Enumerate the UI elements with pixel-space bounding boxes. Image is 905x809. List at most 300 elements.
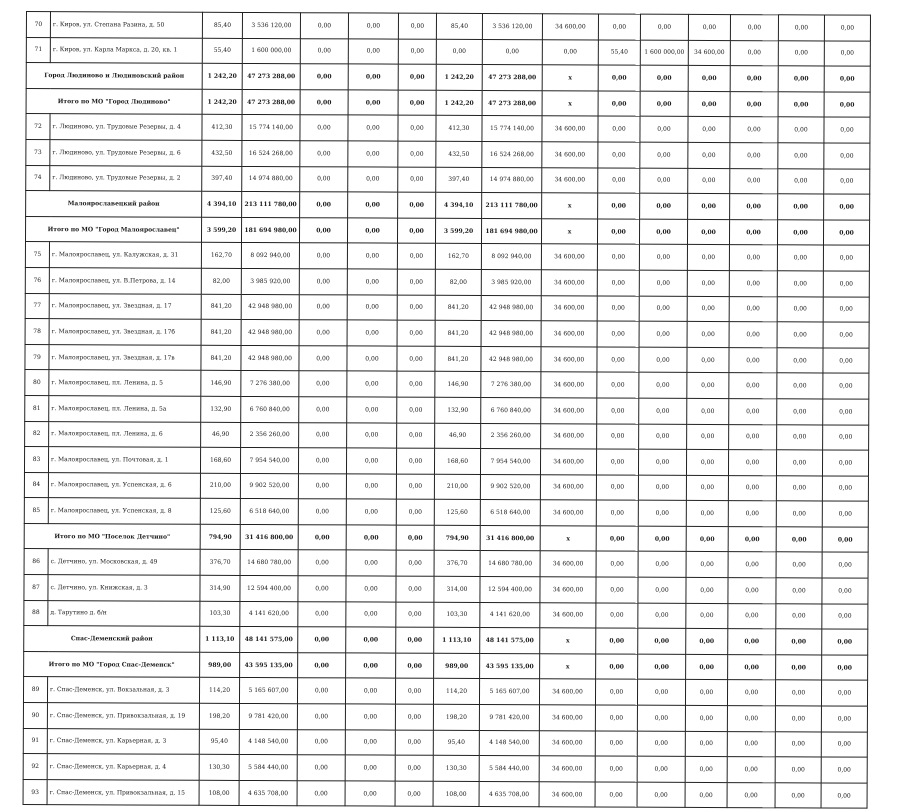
value-cell: 0,00 <box>728 475 776 501</box>
value-cell: 376,70 <box>200 550 240 576</box>
value-cell: 0,00 <box>638 654 686 680</box>
value-cell: 48 141 575,00 <box>240 627 298 653</box>
value-cell: 6 760 840,00 <box>481 397 541 423</box>
value-cell: 0,00 <box>597 398 639 424</box>
value-cell: 0,00 <box>300 89 348 115</box>
value-cell: 0,00 <box>776 603 822 629</box>
value-cell: 0,00 <box>688 168 730 194</box>
value-cell: 125,60 <box>200 499 240 525</box>
value-cell: 0,00 <box>729 219 777 245</box>
row-number-cell: 71 <box>26 37 50 63</box>
address-cell: г. Малоярославец, пл. Ленина, д. 6 <box>49 421 201 447</box>
value-cell: 0,00 <box>687 296 729 322</box>
value-cell: 0,00 <box>688 117 730 143</box>
total-row <box>26 191 870 220</box>
value-cell: 0,00 <box>728 526 776 552</box>
value-cell: 0,00 <box>778 194 824 220</box>
value-cell: 0,00 <box>595 756 637 782</box>
value-cell: x <box>541 219 597 245</box>
value-cell: 34 600,00 <box>541 244 597 270</box>
value-cell: 0,00 <box>347 218 397 244</box>
value-cell: 0,00 <box>639 296 687 322</box>
value-cell: 432,50 <box>436 141 482 167</box>
value-cell: 0,00 <box>686 475 728 501</box>
value-cell: 841,20 <box>201 345 241 371</box>
value-cell: 5 584 440,00 <box>479 756 539 782</box>
value-cell: 0,00 <box>598 142 640 168</box>
value-cell: 0,00 <box>300 38 348 64</box>
table-row <box>26 139 870 168</box>
value-cell: 0,00 <box>687 424 729 450</box>
value-cell: 0,00 <box>824 143 870 169</box>
table-row <box>25 319 869 348</box>
value-cell: 34 600,00 <box>540 551 596 577</box>
value-cell: 0,00 <box>823 399 869 425</box>
value-cell: 2 356 260,00 <box>481 423 541 449</box>
row-number-cell: 87 <box>24 575 48 601</box>
value-cell: 9 781 420,00 <box>479 705 539 731</box>
value-cell: 0,00 <box>595 731 637 757</box>
value-cell: 0,00 <box>298 601 346 627</box>
group-label-cell: Город Людиново и Людиновский район <box>26 63 202 89</box>
total-row <box>24 626 868 655</box>
value-cell: 0,00 <box>637 782 685 808</box>
value-cell: 15 774 140,00 <box>482 116 542 142</box>
value-cell: 0,00 <box>686 603 728 629</box>
value-cell: x <box>540 654 596 680</box>
value-cell: 43 595 135,00 <box>240 652 298 678</box>
value-cell: 0,00 <box>685 757 727 783</box>
value-cell: 397,40 <box>436 167 482 193</box>
value-cell: 0,00 <box>397 423 435 449</box>
value-cell: 0,00 <box>728 603 776 629</box>
value-cell: 0,00 <box>777 399 823 425</box>
value-cell: 0,00 <box>297 678 345 704</box>
value-cell: 14 680 780,00 <box>480 551 540 577</box>
value-cell: 841,20 <box>201 319 241 345</box>
value-cell: 0,00 <box>298 627 346 653</box>
value-cell: 0,00 <box>728 552 776 578</box>
value-cell: 0,00 <box>346 602 396 628</box>
value-cell: 0,00 <box>299 269 347 295</box>
value-cell: 0,00 <box>688 66 730 92</box>
value-cell: 1 113,10 <box>434 628 480 654</box>
value-cell: 16 524 268,00 <box>242 140 300 166</box>
value-cell: 0,00 <box>777 347 823 373</box>
table-row <box>23 728 867 757</box>
value-cell: 0,00 <box>824 92 870 118</box>
value-cell: 0,00 <box>398 90 436 116</box>
value-cell: 0,00 <box>347 346 397 372</box>
value-cell: 42 948 980,00 <box>481 321 541 347</box>
value-cell: 0,00 <box>595 782 637 808</box>
value-cell: 0,00 <box>824 117 870 143</box>
address-cell: д. Тарутино д. б/н <box>48 600 200 626</box>
value-cell: 6 760 840,00 <box>241 396 299 422</box>
value-cell: 0,00 <box>297 755 345 781</box>
table-row <box>23 703 867 732</box>
value-cell: 0,00 <box>298 576 346 602</box>
value-cell: 34 600,00 <box>540 474 596 500</box>
value-cell: 0,00 <box>775 680 821 706</box>
value-cell: 34 600,00 <box>541 423 597 449</box>
value-cell: 0,00 <box>348 192 398 218</box>
value-cell: 6 518 640,00 <box>480 500 540 526</box>
value-cell: 34 600,00 <box>541 295 597 321</box>
value-cell: 181 694 980,00 <box>481 218 541 244</box>
value-cell: 0,00 <box>398 167 436 193</box>
value-cell: 0,00 <box>729 322 777 348</box>
value-cell: 14 974 880,00 <box>482 167 542 193</box>
value-cell: 108,00 <box>433 781 479 807</box>
value-cell: 0,00 <box>823 297 869 323</box>
value-cell: 0,00 <box>687 270 729 296</box>
value-cell: 0,00 <box>300 141 348 167</box>
value-cell: 0,00 <box>596 475 638 501</box>
value-cell: 0,00 <box>542 39 598 65</box>
value-cell: 0,00 <box>298 550 346 576</box>
value-cell: 3 985 920,00 <box>241 268 299 294</box>
value-cell: 0,00 <box>686 552 728 578</box>
value-cell: 0,00 <box>348 115 398 141</box>
value-cell: 0,00 <box>396 448 434 474</box>
value-cell: 0,00 <box>777 245 823 271</box>
value-cell: 0,00 <box>687 245 729 271</box>
value-cell: 0,00 <box>824 15 870 41</box>
value-cell: 181 694 980,00 <box>241 217 299 243</box>
value-cell: 0,00 <box>396 551 434 577</box>
value-cell: x <box>542 193 598 219</box>
address-cell: с. Детчино, ул. Книжская, д. 3 <box>48 575 200 601</box>
value-cell: 9 902 520,00 <box>480 474 540 500</box>
table-row <box>24 498 868 527</box>
value-cell: 1 113,10 <box>200 627 240 653</box>
value-cell: 0,00 <box>398 13 436 39</box>
value-cell: 0,00 <box>299 320 347 346</box>
value-cell: 34 600,00 <box>539 679 595 705</box>
value-cell: 34 600,00 <box>539 730 595 756</box>
value-cell: 0,00 <box>823 245 869 271</box>
total-row <box>26 88 870 117</box>
value-cell: 0,00 <box>822 476 868 502</box>
value-cell: 0,00 <box>300 166 348 192</box>
value-cell: 14 974 880,00 <box>242 166 300 192</box>
value-cell: 0,00 <box>597 347 639 373</box>
address-cell: г. Малоярославец, ул. Успенская, д. 8 <box>48 498 200 524</box>
value-cell: 0,00 <box>597 219 639 245</box>
address-cell: г. Малоярославец, ул. Успенская, д. 6 <box>48 472 200 498</box>
value-cell: 42 948 980,00 <box>241 345 299 371</box>
value-cell: 0,00 <box>300 192 348 218</box>
value-cell: 114,20 <box>433 679 479 705</box>
value-cell: 0,00 <box>730 168 778 194</box>
value-cell: 0,00 <box>777 322 823 348</box>
row-number-cell: 88 <box>24 600 48 626</box>
value-cell: 9 781 420,00 <box>239 703 297 729</box>
value-cell: 12 594 400,00 <box>240 576 298 602</box>
value-cell: 0,00 <box>778 143 824 169</box>
value-cell: 0,00 <box>397 295 435 321</box>
table-row <box>24 600 868 629</box>
value-cell: 0,00 <box>596 500 638 526</box>
value-cell: 31 416 800,00 <box>480 525 540 551</box>
value-cell: 0,00 <box>597 372 639 398</box>
value-cell: 0,00 <box>640 193 688 219</box>
value-cell: 0,00 <box>298 499 346 525</box>
value-cell: 4 394,10 <box>202 191 242 217</box>
value-cell: 314,00 <box>434 576 480 602</box>
value-cell: 198,20 <box>433 704 479 730</box>
value-cell: 34 600,00 <box>541 321 597 347</box>
value-cell: 0,00 <box>299 345 347 371</box>
value-cell: 82,00 <box>201 268 241 294</box>
value-cell: 14 680 780,00 <box>240 550 298 576</box>
group-label-cell: Спас-Деменский район <box>24 626 200 652</box>
value-cell: 7 276 380,00 <box>481 372 541 398</box>
row-number-cell: 73 <box>26 139 50 165</box>
value-cell: 0,00 <box>823 271 869 297</box>
table-row <box>25 267 869 296</box>
row-number-cell: 93 <box>23 779 47 805</box>
value-cell: 34 600,00 <box>542 167 598 193</box>
value-cell: 0,00 <box>596 577 638 603</box>
value-cell: 0,00 <box>638 526 686 552</box>
value-cell: 0,00 <box>639 219 687 245</box>
value-cell: 34 600,00 <box>539 705 595 731</box>
address-cell: г. Малоярославец, ул. Звездная, д. 17 <box>49 293 201 319</box>
value-cell: 0,00 <box>397 397 435 423</box>
value-cell: 0,00 <box>640 91 688 117</box>
value-cell: 0,00 <box>348 90 398 116</box>
value-cell: 46,90 <box>201 422 241 448</box>
table-row <box>23 779 867 808</box>
value-cell: 0,00 <box>687 373 729 399</box>
value-cell: 0,00 <box>822 604 868 630</box>
value-cell: 0,00 <box>823 322 869 348</box>
value-cell: 1 600 000,00 <box>640 40 688 66</box>
value-cell: 4 148 540,00 <box>479 730 539 756</box>
value-cell: 0,00 <box>822 629 868 655</box>
value-cell: 0,00 <box>298 448 346 474</box>
value-cell: 0,00 <box>730 66 778 92</box>
value-cell: 0,00 <box>728 654 776 680</box>
value-cell: 0,00 <box>777 373 823 399</box>
value-cell: 0,00 <box>299 243 347 269</box>
value-cell: 0,00 <box>638 577 686 603</box>
value-cell: 0,00 <box>347 397 397 423</box>
value-cell: 0,00 <box>775 706 821 732</box>
address-cell: г. Спас-Деменск, ул. Вокзальная, д. 3 <box>47 677 199 703</box>
value-cell: 0,00 <box>688 194 730 220</box>
value-cell: 0,00 <box>776 578 822 604</box>
value-cell: 4 394,10 <box>436 192 482 218</box>
value-cell: 0,00 <box>821 757 867 783</box>
value-cell: 0,00 <box>639 372 687 398</box>
value-cell: 0,00 <box>638 603 686 629</box>
value-cell: 989,00 <box>200 652 240 678</box>
row-number-cell: 91 <box>23 728 47 754</box>
address-cell: г. Малоярославец, ул. Калужская, д. 31 <box>49 242 201 268</box>
row-number-cell: 75 <box>25 242 49 268</box>
address-cell: г. Киров, ул. Карла Маркса, д. 20, кв. 1 <box>50 37 202 63</box>
value-cell: 0,00 <box>395 704 433 730</box>
value-cell: 48 141 575,00 <box>480 628 540 654</box>
value-cell: 0,00 <box>775 757 821 783</box>
value-cell: 0,00 <box>596 449 638 475</box>
address-cell: г. Малоярославец, пл. Ленина, д. 5а <box>49 396 201 422</box>
value-cell: 95,40 <box>433 730 479 756</box>
value-cell: x <box>542 65 598 91</box>
value-cell: 103,30 <box>434 602 480 628</box>
value-cell: 7 954 540,00 <box>480 449 540 475</box>
value-cell: 0,00 <box>300 64 348 90</box>
value-cell: 0,00 <box>397 346 435 372</box>
value-cell: 0,00 <box>778 40 824 66</box>
table-row <box>25 421 869 450</box>
value-cell: 0,00 <box>775 731 821 757</box>
value-cell: 0,00 <box>824 169 870 195</box>
value-cell: 168,60 <box>434 448 480 474</box>
value-cell: 34 600,00 <box>540 500 596 526</box>
value-cell: 7 954 540,00 <box>240 448 298 474</box>
value-cell: 1 242,20 <box>436 64 482 90</box>
value-cell: 3 599,20 <box>201 217 241 243</box>
value-cell: 0,00 <box>729 347 777 373</box>
value-cell: 0,00 <box>397 320 435 346</box>
value-cell: 0,00 <box>598 168 640 194</box>
value-cell: 0,00 <box>345 755 395 781</box>
table-row <box>23 677 867 706</box>
value-cell: 0,00 <box>436 39 482 65</box>
value-cell: 0,00 <box>638 475 686 501</box>
value-cell: 3 599,20 <box>435 218 481 244</box>
value-cell: 210,00 <box>200 473 240 499</box>
value-cell: 34 600,00 <box>539 756 595 782</box>
value-cell: 168,60 <box>200 447 240 473</box>
value-cell: 0,00 <box>345 678 395 704</box>
value-cell: 47 273 288,00 <box>242 89 300 115</box>
value-cell: 0,00 <box>640 142 688 168</box>
value-cell: 0,00 <box>729 424 777 450</box>
value-cell: 0,00 <box>348 141 398 167</box>
table-row <box>25 242 869 271</box>
value-cell: 0,00 <box>346 499 396 525</box>
value-cell: 34 600,00 <box>540 577 596 603</box>
value-cell: 12 594 400,00 <box>480 577 540 603</box>
value-cell: 0,00 <box>346 474 396 500</box>
value-cell: 841,20 <box>435 320 481 346</box>
value-cell: 0,00 <box>637 756 685 782</box>
value-cell: 82,00 <box>435 269 481 295</box>
value-cell: 46,90 <box>435 423 481 449</box>
value-cell: 0,00 <box>728 629 776 655</box>
value-cell: 0,00 <box>396 653 434 679</box>
value-cell: 0,00 <box>686 449 728 475</box>
value-cell: 0,00 <box>299 371 347 397</box>
value-cell: 0,00 <box>598 116 640 142</box>
address-cell: г. Малоярославец, пл. Ленина, д. 5 <box>49 370 201 396</box>
value-cell: 0,00 <box>638 500 686 526</box>
value-cell: 0,00 <box>640 117 688 143</box>
table-row <box>26 12 870 41</box>
address-cell: г. Спас-Деменск, ул. Карьерная, д. 4 <box>47 754 199 780</box>
value-cell: 432,50 <box>202 140 242 166</box>
value-cell: 0,00 <box>638 449 686 475</box>
value-cell: 0,00 <box>396 525 434 551</box>
value-cell: 841,20 <box>435 346 481 372</box>
value-cell: 0,00 <box>298 473 346 499</box>
value-cell: 0,00 <box>727 680 775 706</box>
value-cell: 9 902 520,00 <box>240 473 298 499</box>
value-cell: 0,00 <box>686 629 728 655</box>
value-cell: 0,00 <box>639 398 687 424</box>
value-cell: 0,00 <box>597 296 639 322</box>
value-cell: 4 141 620,00 <box>480 602 540 628</box>
value-cell: 0,00 <box>822 527 868 553</box>
value-cell: 0,00 <box>777 271 823 297</box>
value-cell: 198,20 <box>199 703 239 729</box>
value-cell: 0,00 <box>347 269 397 295</box>
value-cell: 0,00 <box>778 66 824 92</box>
address-cell: г. Людиново, ул. Трудовые Резервы, д. 2 <box>50 165 202 191</box>
row-number-cell: 72 <box>26 114 50 140</box>
value-cell: 0,00 <box>346 448 396 474</box>
value-cell: 0,00 <box>595 679 637 705</box>
value-cell: 0,00 <box>347 294 397 320</box>
value-cell: 0,00 <box>299 217 347 243</box>
table-row <box>25 293 869 322</box>
value-cell: 0,00 <box>637 680 685 706</box>
value-cell: 0,00 <box>346 525 396 551</box>
value-cell: 0,00 <box>777 296 823 322</box>
address-cell: г. Людиново, ул. Трудовые Резервы, д. 6 <box>50 140 202 166</box>
address-cell: г. Спас-Деменск, ул. Привокзальная, д. 19 <box>47 703 199 729</box>
value-cell: 0,00 <box>596 603 638 629</box>
value-cell: 0,00 <box>821 783 867 809</box>
value-cell: 5 165 607,00 <box>479 679 539 705</box>
value-cell: 0,00 <box>397 218 435 244</box>
value-cell: x <box>540 628 596 654</box>
housing-program-table <box>23 11 871 809</box>
value-cell: 34 600,00 <box>688 40 730 66</box>
value-cell: 0,00 <box>821 706 867 732</box>
value-cell: 0,00 <box>299 397 347 423</box>
value-cell: 0,00 <box>346 576 396 602</box>
value-cell: 0,00 <box>347 320 397 346</box>
value-cell: 0,00 <box>347 371 397 397</box>
value-cell: 0,00 <box>639 321 687 347</box>
address-cell: с. Детчино, ул. Московская, д. 49 <box>48 549 200 575</box>
value-cell: 4 148 540,00 <box>239 729 297 755</box>
value-cell: 0,00 <box>297 781 345 807</box>
value-cell: 47 273 288,00 <box>482 90 542 116</box>
value-cell: x <box>540 526 596 552</box>
total-row <box>26 63 870 92</box>
value-cell: 0,00 <box>778 15 824 41</box>
value-cell: 0,00 <box>347 243 397 269</box>
address-cell: г. Людиново, ул. Трудовые Резервы, д. 4 <box>50 114 202 140</box>
value-cell: 0,00 <box>395 730 433 756</box>
value-cell: x <box>542 91 598 117</box>
value-cell: 0,00 <box>639 245 687 271</box>
row-number-cell: 90 <box>23 703 47 729</box>
value-cell: 6 518 640,00 <box>240 499 298 525</box>
value-cell: 0,00 <box>298 653 346 679</box>
value-cell: 0,00 <box>729 398 777 424</box>
value-cell: 0,00 <box>776 552 822 578</box>
row-number-cell: 84 <box>24 472 48 498</box>
value-cell: 0,00 <box>396 499 434 525</box>
